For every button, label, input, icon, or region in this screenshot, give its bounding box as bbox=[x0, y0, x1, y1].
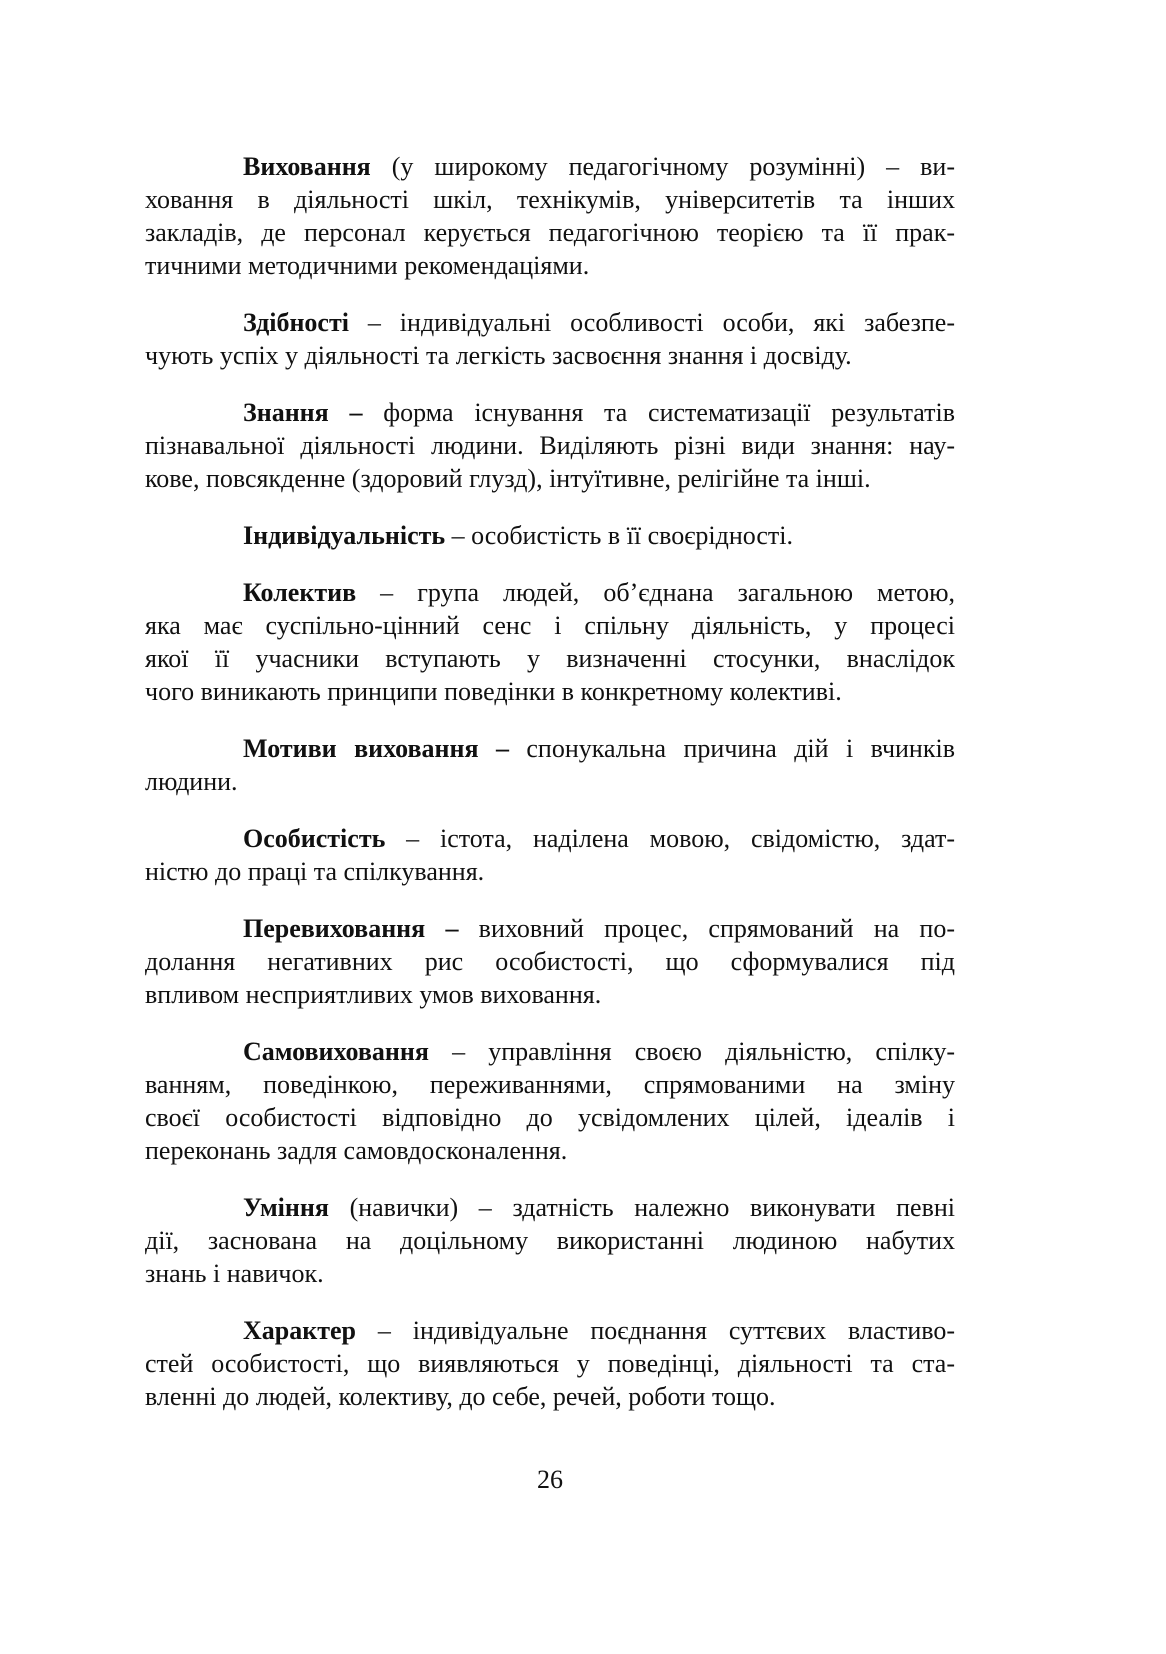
entry-definition-line: людини. bbox=[145, 767, 238, 796]
entry-definition-line: долання негативних рис особистості, що сформувалися під bbox=[145, 947, 955, 976]
glossary-entry bbox=[145, 576, 955, 708]
entry-first-line bbox=[145, 732, 955, 765]
glossary-entry bbox=[145, 822, 955, 888]
entry-definition-line: ванням, поведінкою, переживаннями, спрямованими на зміну bbox=[145, 1070, 955, 1099]
entry-definition-start: (у широкому педагогічному розумінні) – ви- bbox=[370, 152, 955, 181]
entry-definition-line: яка має суспільно-цінний сенс і спільну діяльність, у процесі bbox=[145, 611, 955, 640]
entry-term: Колектив bbox=[243, 578, 357, 607]
entry-definition-line: знань і навичок. bbox=[145, 1259, 324, 1288]
entry-definition-start: – індивідуальне поєднання суттєвих властиво- bbox=[356, 1316, 955, 1345]
entry-definition-start: – управління своєю діяльністю, спілку- bbox=[428, 1037, 955, 1066]
entry-definition-line: пізнавальної діяльності людини. Виділяють різні види знання: нау- bbox=[145, 431, 955, 460]
entry-definition-start: (навички) – здатність належно виконувати певні bbox=[328, 1193, 955, 1222]
entry-term: Здібності bbox=[243, 308, 349, 337]
glossary-entry bbox=[145, 1191, 955, 1290]
entry-definition-line: кове, повсякденне (здоровий глузд), інтуїтивне, релігійне та інші. bbox=[145, 464, 871, 493]
entry-first-line bbox=[145, 1191, 955, 1224]
entry-first-line bbox=[145, 519, 955, 552]
entry-term: Уміння bbox=[243, 1193, 329, 1222]
entry-definition-line: вленні до людей, колективу, до себе, речей, роботи тощо. bbox=[145, 1382, 776, 1411]
entry-definition-start: – істота, наділена мовою, свідомістю, здат- bbox=[385, 824, 955, 853]
glossary-entry bbox=[145, 150, 955, 282]
entry-first-line bbox=[145, 912, 955, 945]
entry-definition-start: – індивідуальні особливості особи, які забезпе- bbox=[348, 308, 955, 337]
entry-definition-line: переконань задля самовдосконалення. bbox=[145, 1136, 568, 1165]
entry-term: Характер bbox=[243, 1316, 356, 1345]
entry-first-line bbox=[145, 1314, 955, 1347]
entry-term: Перевиховання – bbox=[243, 914, 459, 943]
entry-definition-line: своєї особистості відповідно до усвідомлених цілей, ідеалів і bbox=[145, 1103, 955, 1132]
entry-definition-line: чого виникають принципи поведінки в конкретному колективі. bbox=[145, 677, 842, 706]
glossary-entry bbox=[145, 912, 955, 1011]
entry-definition-line: якої її учасники вступають у визначенні стосунки, внаслідок bbox=[145, 644, 955, 673]
entry-definition-line: стей особистості, що виявляються у поведінці, діяльності та ста- bbox=[145, 1349, 955, 1378]
entry-definition-line: ністю до праці та спілкування. bbox=[145, 857, 485, 886]
entry-first-line bbox=[145, 306, 955, 339]
entry-definition-line: закладів, де персонал керується педагогічною теорією та її прак- bbox=[145, 218, 955, 247]
entry-definition-line: ховання в діяльності шкіл, технікумів, університетів та інших bbox=[145, 185, 955, 214]
entry-definition-start: – група людей, об’єднана загальною метою, bbox=[356, 578, 955, 607]
glossary-entry bbox=[145, 1035, 955, 1167]
glossary-entry bbox=[145, 1314, 955, 1413]
entry-term: Індивідуальність bbox=[243, 521, 446, 550]
entry-definition-line: чують успіх у діяльності та легкість засвоєння знання і досвіду. bbox=[145, 341, 852, 370]
entry-first-line bbox=[145, 1035, 955, 1068]
glossary-entry bbox=[145, 519, 955, 552]
entry-term: Особистість bbox=[243, 824, 386, 853]
entry-definition-start: спонукальна причина дій і вчинків bbox=[508, 734, 955, 763]
entry-definition-start: – особистість в її своєрідності. bbox=[445, 521, 794, 550]
entry-first-line bbox=[145, 822, 955, 855]
entry-definition-start: виховний процес, спрямований на по- bbox=[458, 914, 955, 943]
entry-definition-line: тичними методичними рекомендаціями. bbox=[145, 251, 590, 280]
glossary-entry bbox=[145, 306, 955, 372]
entry-definition-line: дії, заснована на доцільному використанні людиною набутих bbox=[145, 1226, 955, 1255]
entry-term: Знання – bbox=[243, 398, 363, 427]
glossary-entry bbox=[145, 396, 955, 495]
entry-definition-line: впливом несприятливих умов виховання. bbox=[145, 980, 602, 1009]
glossary-page-body bbox=[145, 150, 955, 1437]
page-number: 26 bbox=[537, 1465, 563, 1494]
entry-definition-start: форма існування та систематизації результатів bbox=[362, 398, 956, 427]
glossary-entry bbox=[145, 732, 955, 798]
entry-first-line bbox=[145, 396, 955, 429]
entry-term: Самовиховання bbox=[243, 1037, 429, 1066]
entry-first-line bbox=[145, 576, 955, 609]
entry-term: Мотиви виховання – bbox=[243, 734, 509, 763]
entry-term: Виховання bbox=[243, 152, 371, 181]
entry-first-line bbox=[145, 150, 955, 183]
